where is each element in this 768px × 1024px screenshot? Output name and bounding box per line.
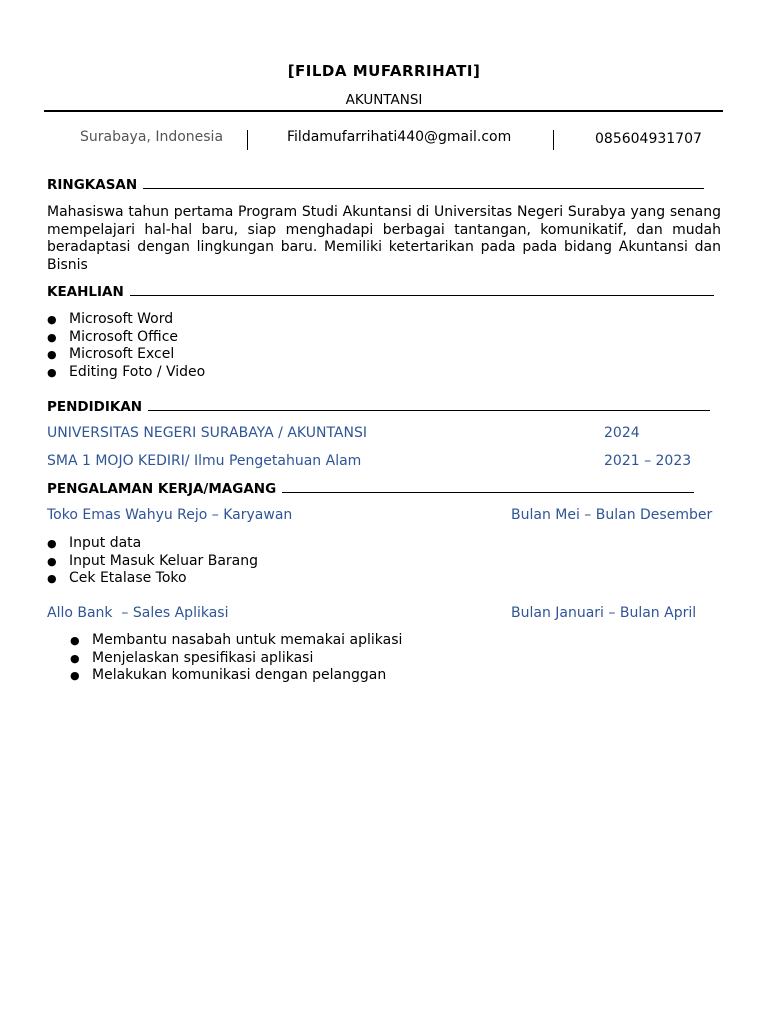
education-period: 2024: [604, 425, 640, 441]
job-task-list: [47, 535, 258, 588]
bullet-icon: ●: [70, 634, 80, 647]
bullet-icon: ●: [70, 651, 80, 665]
header-divider: [44, 110, 723, 112]
skill-label: Microsoft Office: [69, 328, 179, 345]
resume-subtitle: AKUNTANSI: [345, 92, 423, 108]
skill-label: Microsoft Excel: [69, 346, 175, 362]
contact-email: Fildamufarrihati440@gmail.com: [287, 129, 512, 145]
experience-heading: [47, 481, 694, 497]
list-item: [47, 364, 205, 382]
skill-label: Microsoft Word: [69, 311, 174, 327]
bullet-icon: ●: [47, 554, 57, 568]
list-item: [70, 667, 402, 685]
section-rule: [143, 188, 704, 189]
job-period: Bulan Januari – Bulan April: [511, 605, 697, 621]
education-heading-label: PENDIDIKAN: [47, 399, 143, 415]
bullet-icon: ●: [47, 348, 57, 361]
skills-list: [47, 311, 205, 381]
skills-heading-label: KEAHLIAN: [47, 284, 124, 300]
job-title: Allo Bank – Sales Aplikasi: [47, 605, 229, 621]
section-rule: [148, 410, 710, 411]
summary-heading-label: RINGKASAN: [47, 177, 138, 193]
job-task-list: [70, 632, 402, 685]
education-heading: [47, 399, 710, 415]
section-rule: [282, 492, 694, 493]
education-school: SMA 1 MOJO KEDIRI/ Ilmu Pengetahuan Alam: [47, 453, 362, 469]
task-label: Cek Etalase Toko: [69, 570, 187, 586]
job-title: Toko Emas Wahyu Rejo – Karyawan: [47, 507, 293, 523]
list-item: [70, 650, 402, 668]
bullet-icon: ●: [47, 537, 57, 550]
education-school: UNIVERSITAS NEGERI SURABAYA / AKUNTANSI: [47, 425, 367, 441]
section-rule: [130, 295, 714, 296]
list-item: [47, 535, 258, 553]
job-period: Bulan Mei – Bulan Desember: [511, 507, 713, 523]
task-label: Melakukan komunikasi dengan pelanggan: [92, 667, 387, 683]
contact-phone: 085604931707: [595, 131, 702, 147]
skill-label: Editing Foto / Video: [69, 363, 206, 380]
contact-location: Surabaya, Indonesia: [80, 129, 224, 145]
list-item: [70, 632, 402, 650]
task-label: Input Masuk Keluar Barang: [69, 552, 259, 569]
summary-heading: [47, 177, 704, 193]
resume-name: [FILDA MUFARRIHATI]: [287, 62, 481, 80]
list-item: [47, 311, 205, 329]
bullet-icon: ●: [70, 669, 80, 682]
contact-separator: [553, 130, 554, 150]
bullet-icon: ●: [47, 313, 57, 326]
list-item: [47, 329, 205, 347]
bullet-icon: ●: [47, 572, 57, 585]
education-period: 2021 – 2023: [604, 453, 692, 469]
summary-text: Mahasiswa tahun pertama Program Studi Akuntansi di Universitas Negeri Surabya yang senang mempelajari hal-hal baru, siap menghadapi berbagai tantangan, komunikatif, dan mudah beradaptasi dengan lingkungan baru. Memiliki ketertarikan pada pada bidang Akuntansi dan Bisnis: [47, 204, 721, 273]
skills-heading: [47, 284, 714, 300]
list-item: [47, 553, 258, 571]
list-item: [47, 346, 205, 364]
experience-heading-label: PENGALAMAN KERJA/MAGANG: [47, 481, 277, 497]
contact-separator: [247, 130, 248, 150]
list-item: [47, 570, 258, 588]
task-label: Membantu nasabah untuk memakai aplikasi: [92, 632, 403, 648]
task-label: Input data: [69, 535, 142, 551]
bullet-icon: ●: [47, 330, 57, 344]
task-label: Menjelaskan spesifikasi aplikasi: [92, 649, 314, 666]
bullet-icon: ●: [47, 365, 57, 379]
